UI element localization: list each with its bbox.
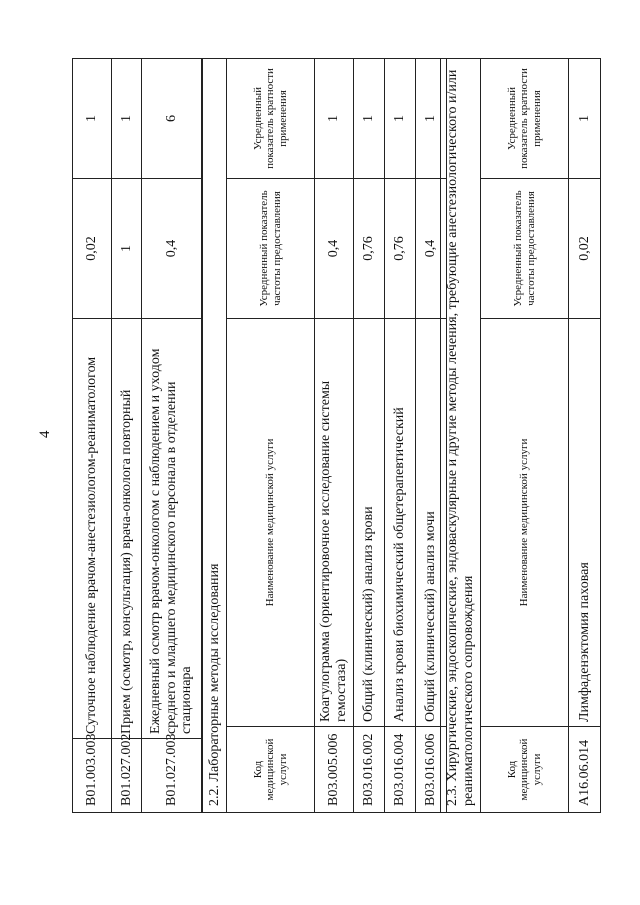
service-code: A16.06.014 <box>569 727 601 813</box>
page-number: 4 <box>37 430 53 438</box>
section-title: 2.3. Хирургические, эндоскопические, эндоваскулярные и другие методы лечения, требующие анестезиологического и/или реаниматологического сопровождения <box>441 59 481 813</box>
header-code: Код медицинской услуги <box>481 727 569 813</box>
section-title-row <box>203 58 227 812</box>
header-row <box>481 59 569 813</box>
service-name: Коагулограмма (ориентировочное исследование системы гемостаза) <box>315 319 354 727</box>
multiplicity-value: 1 <box>385 58 416 178</box>
table-row <box>569 59 601 813</box>
service-name: Ежедневный осмотр врачом-онкологом с наблюдением и уходом среднего и младшего медицинского персонала в отделении стационара <box>142 319 202 739</box>
header-row <box>227 58 315 812</box>
header-frequency: Усредненный показатель частоты предоставления <box>227 179 315 319</box>
frequency-value: 0,4 <box>315 179 354 319</box>
table-row <box>354 58 385 812</box>
table-laboratory-methods <box>202 58 447 813</box>
frequency-value: 0,02 <box>73 179 112 319</box>
section-title-row <box>441 59 481 813</box>
multiplicity-value: 1 <box>112 59 142 179</box>
service-code: B03.005.006 <box>315 727 354 813</box>
header-frequency: Усредненный показатель частоты предоставления <box>481 179 569 319</box>
header-multiplicity: Усредненный показатель кратности применения <box>227 58 315 178</box>
header-multiplicity: Усредненный показатель кратности применения <box>481 59 569 179</box>
service-name: Суточное наблюдение врачом-анестезиологом-реаниматологом <box>73 319 112 739</box>
service-name: Анализ крови биохимический общетерапевтический <box>385 319 416 727</box>
multiplicity-value: 1 <box>354 58 385 178</box>
multiplicity-value: 1 <box>569 59 601 179</box>
table-surgical-methods <box>440 58 601 813</box>
section-title: 2.2. Лабораторные методы исследования <box>203 58 227 812</box>
frequency-value: 1 <box>112 179 142 319</box>
service-code: B01.027.003 <box>142 739 202 813</box>
multiplicity-value: 6 <box>142 59 202 179</box>
table-row <box>142 59 202 813</box>
service-name: Общий (клинический) анализ мочи <box>416 319 447 727</box>
service-code: B03.016.002 <box>354 727 385 813</box>
table-row <box>112 59 142 813</box>
table-continuation <box>72 58 202 813</box>
service-name: Прием (осмотр, консультация) врача-онколога повторный <box>112 319 142 739</box>
frequency-value: 0,02 <box>569 179 601 319</box>
frequency-value: 0,4 <box>142 179 202 319</box>
table-row <box>315 58 354 812</box>
table-row <box>385 58 416 812</box>
table-row <box>73 59 112 813</box>
header-name: Наименование медицинской услуги <box>481 319 569 727</box>
frequency-value: 0,76 <box>385 179 416 319</box>
service-code: B01.003.003 <box>73 739 112 813</box>
multiplicity-value: 1 <box>73 59 112 179</box>
header-code: Код медицинской услуги <box>227 727 315 813</box>
service-code: B03.016.004 <box>385 727 416 813</box>
multiplicity-value: 1 <box>416 58 447 178</box>
multiplicity-value: 1 <box>315 58 354 178</box>
service-code: B01.027.002 <box>112 739 142 813</box>
service-code: B03.016.006 <box>416 727 447 813</box>
frequency-value: 0,76 <box>354 179 385 319</box>
header-name: Наименование медицинской услуги <box>227 319 315 727</box>
service-name: Общий (клинический) анализ крови <box>354 319 385 727</box>
service-name: Лимфаденэктомия паховая <box>569 319 601 727</box>
frequency-value: 0,4 <box>416 179 447 319</box>
